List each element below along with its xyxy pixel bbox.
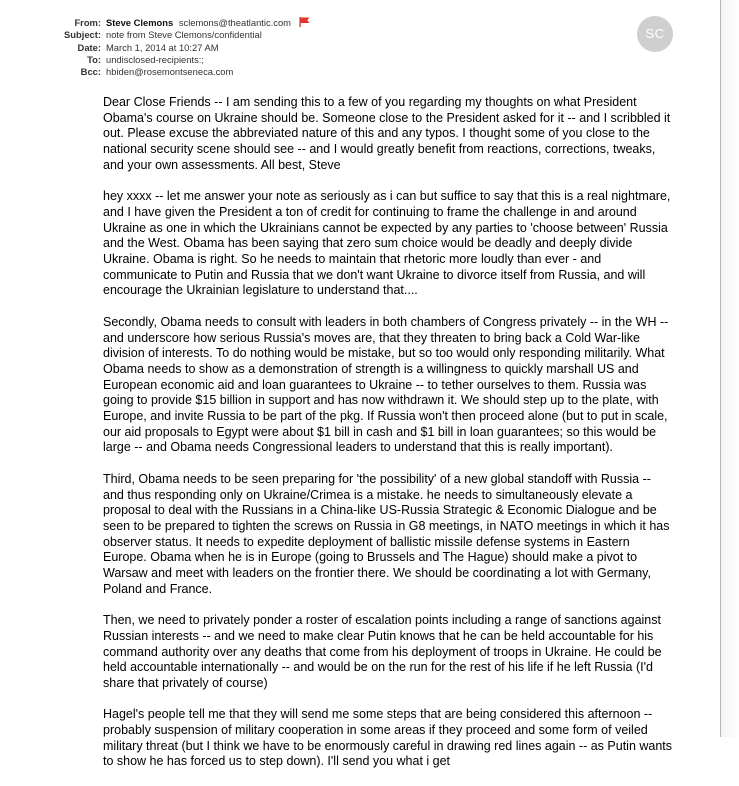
body-paragraph [103, 315, 715, 456]
subject-value: note from Steve Clemons/confidential [106, 29, 262, 41]
body-line: going to provide $15 billion in support and has now withdrawn it. We should step up to the plate, with [103, 393, 659, 408]
body-line: and your own assessments. All best, Steve [103, 157, 341, 172]
body-line: national security scene should see -- and I would greatly benefit from reactions, corrections, tweaks, [103, 142, 656, 157]
bcc-value[interactable]: hbiden@rosemontseneca.com [106, 66, 234, 78]
to-label: To: [87, 53, 101, 65]
body-line: proposal to deal with the Russians in a China-like US-Russia Strategic & Economic Dialogue and be [103, 503, 657, 518]
body-line: Obama needs to show as a demonstration of strength is a willingness to quickly marshall US and [103, 361, 639, 376]
sender-name[interactable]: Steve Clemons [106, 17, 174, 28]
body-line: Russian interests -- and we need to make clear Putin knows that he can be held accountable for his [103, 628, 654, 643]
body-line: encourage the Ukrainian legislature to understand that.... [103, 283, 418, 298]
body-line: hey xxxx -- let me answer your note as seriously as i can but suffice to say that this is a real nightmare, [103, 189, 671, 204]
date-value: March 1, 2014 at 10:27 AM [106, 41, 219, 53]
body-line: to show he has forced us to step down). I'll send you what i get [103, 754, 451, 769]
from-value [106, 17, 310, 29]
body-line: Secondly, Obama needs to consult with leaders in both chambers of Congress privately -- in the WH -- [103, 314, 669, 329]
body-line: observer status. It needs to expedite deployment of ballistic missile defense systems in Eastern [103, 534, 630, 549]
body-line: seen to be prepared to tighten the screws on Russia in G8 meetings, in NATO meetings in which it has [103, 518, 670, 533]
email-body [103, 95, 715, 786]
body-paragraph [103, 472, 715, 598]
subject-label: Subject: [64, 29, 101, 41]
body-line: military threat (but I think we have to be enormously careful in drawing red lines again -- as Putin wants [103, 738, 673, 753]
body-line: Ukraine as one in which the Ukrainians cannot be expected by any parties to 'choose between' Russia [103, 220, 668, 235]
page-edge-shadow [721, 0, 739, 737]
from-row [20, 17, 620, 29]
body-paragraph [103, 613, 715, 692]
body-line: command authority over any deaths that come from his deployment of troops in Ukraine. He could be [103, 644, 662, 659]
body-line: out. Please excuse the abbreviated nature of this and any typos. I thought some of you close to the [103, 126, 650, 141]
body-line: division of interests. To do nothing would be mistake, but so too would only responding militarily. What [103, 346, 665, 361]
body-paragraph [103, 95, 715, 174]
date-label: Date: [77, 41, 101, 53]
red-flag-icon[interactable] [299, 17, 310, 27]
to-row [20, 54, 620, 66]
body-paragraph [103, 189, 715, 299]
to-value[interactable]: undisclosed-recipients:; [106, 53, 204, 65]
email-header [20, 17, 620, 78]
body-line: Europe. Obama when he is in Europe (going to Brussels and The Hague) should make a pivot to [103, 550, 638, 565]
body-line: Europe, and invite Russia to be part of the pkg. If Russia won't then proceed alone (but to put in scale, [103, 409, 668, 424]
body-line: and I have given the President a ton of credit for continuing to frame the challenge in and around [103, 204, 637, 219]
body-line: and underscore how serious Russia's moves are, that they threaten to bring back a Cold War-like [103, 330, 640, 345]
body-line: share that privately of course) [103, 675, 268, 690]
body-line: Third, Obama needs to be seen preparing for 'the possibility' of a new global standoff with Russia -- [103, 471, 651, 486]
body-line: and the West. Obama has been saying that zero sum choice would be deadly and deeply divide [103, 236, 633, 251]
body-line: probably suspension of military cooperation in some areas if they proceed and some form of veiled [103, 723, 648, 738]
body-line: Then, we need to privately ponder a roster of escalation points including a range of sanctions against [103, 613, 661, 628]
body-line: Poland and France. [103, 581, 213, 596]
from-label: From: [74, 17, 101, 28]
body-line: Warsaw and meet with leaders on the frontier there. We should be coordinating a lot with Germany, [103, 566, 651, 581]
body-line: Obama's course on Ukraine should be. Someone close to the President asked for it -- and I scribbled it [103, 110, 671, 125]
body-line: communicate to Putin and Russia that we don't want Ukraine to divorce itself from Russia, and will [103, 267, 646, 282]
body-line: large -- and Obama needs Congressional leaders to understand that this is really important). [103, 440, 613, 455]
bcc-label: Bcc: [80, 66, 101, 78]
body-line: our aid proposals to Egypt were about $1 bill in cash and $1 bill in loan guarantees; so this would be [103, 424, 657, 439]
sender-avatar: SC [637, 16, 673, 52]
subject-row [20, 29, 620, 41]
body-line: Ukraine. Obama is right. So he needs to maintain that rhetoric more loudly than ever - and [103, 252, 602, 267]
bcc-row [20, 66, 620, 78]
body-line: held accountable internationally -- and would be on the run for the rest of his life if he left Russia (I'd [103, 660, 653, 675]
body-line: and thus responding only on Ukraine/Crimea is a mistake. he needs to simultaneously elevate a [103, 487, 633, 502]
body-line: European economic aid and loan guarantees to Ukraine -- to tether ourselves to them. Russia was [103, 377, 647, 392]
body-line: Hagel's people tell me that they will send me some steps that are being considered this afternoon -- [103, 707, 653, 722]
body-line: Dear Close Friends -- I am sending this to a few of you regarding my thoughts on what President [103, 95, 637, 109]
sender-email[interactable]: sclemons@theatlantic.com [178, 17, 291, 28]
date-row [20, 42, 620, 54]
body-paragraph [103, 707, 715, 770]
